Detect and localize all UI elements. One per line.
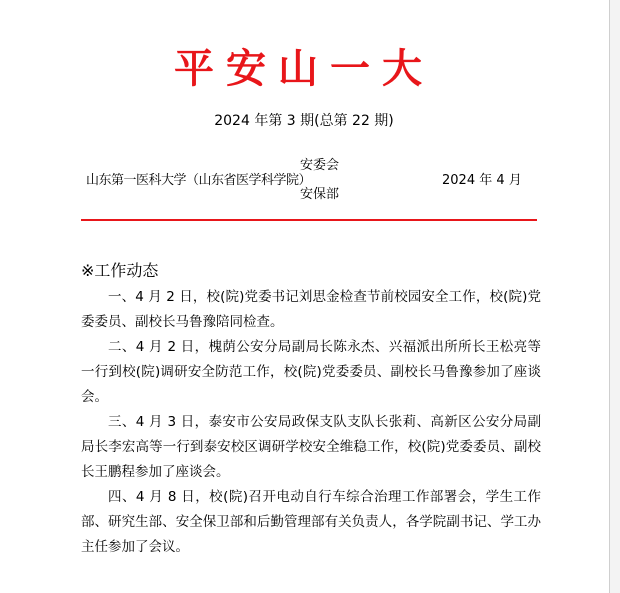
page-edge-scrollbar: [609, 0, 620, 593]
red-divider-line: [81, 219, 537, 221]
news-item-3: 三、4 月 3 日，泰安市公安局政保支队支队长张莉、高新区公安分局副局长李宏高等一行到泰安校区调研学校安全维稳工作，校(院)党委委员、副校长王鹏程参加了座谈会。: [81, 414, 541, 480]
organization-name: 山东第一医科大学（山东省医学科学院）: [86, 173, 312, 188]
news-item-4: 四、4 月 8 日，校(院)召开电动自行车综合治理工作部署会，学生工作部、研究生部、安全保卫部和后勤管理部有关负责人，各学院副书记、学工办主任参加了会议。: [81, 489, 541, 555]
issue-number: 2024 年第 3 期(总第 22 期): [214, 113, 394, 129]
news-item-1: 一、4 月 2 日，校(院)党委书记刘思金检查节前校园安全工作，校(院)党委委员、副校长马鲁豫陪同检查。: [81, 289, 541, 330]
masthead-title: 平安山一大: [174, 45, 434, 92]
issue-date: 2024 年 4 月: [442, 173, 522, 188]
section-heading: ※工作动态: [81, 261, 159, 280]
news-item-2: 二、4 月 2 日，槐荫公安分局副局长陈永杰、兴福派出所所长王松亮等一行到校(院)调研安全防范工作，校(院)党委委员、副校长马鲁豫参加了座谈会。: [81, 339, 541, 405]
department-safety-committee: 安委会: [300, 158, 340, 173]
department-security: 安保部: [300, 187, 340, 202]
